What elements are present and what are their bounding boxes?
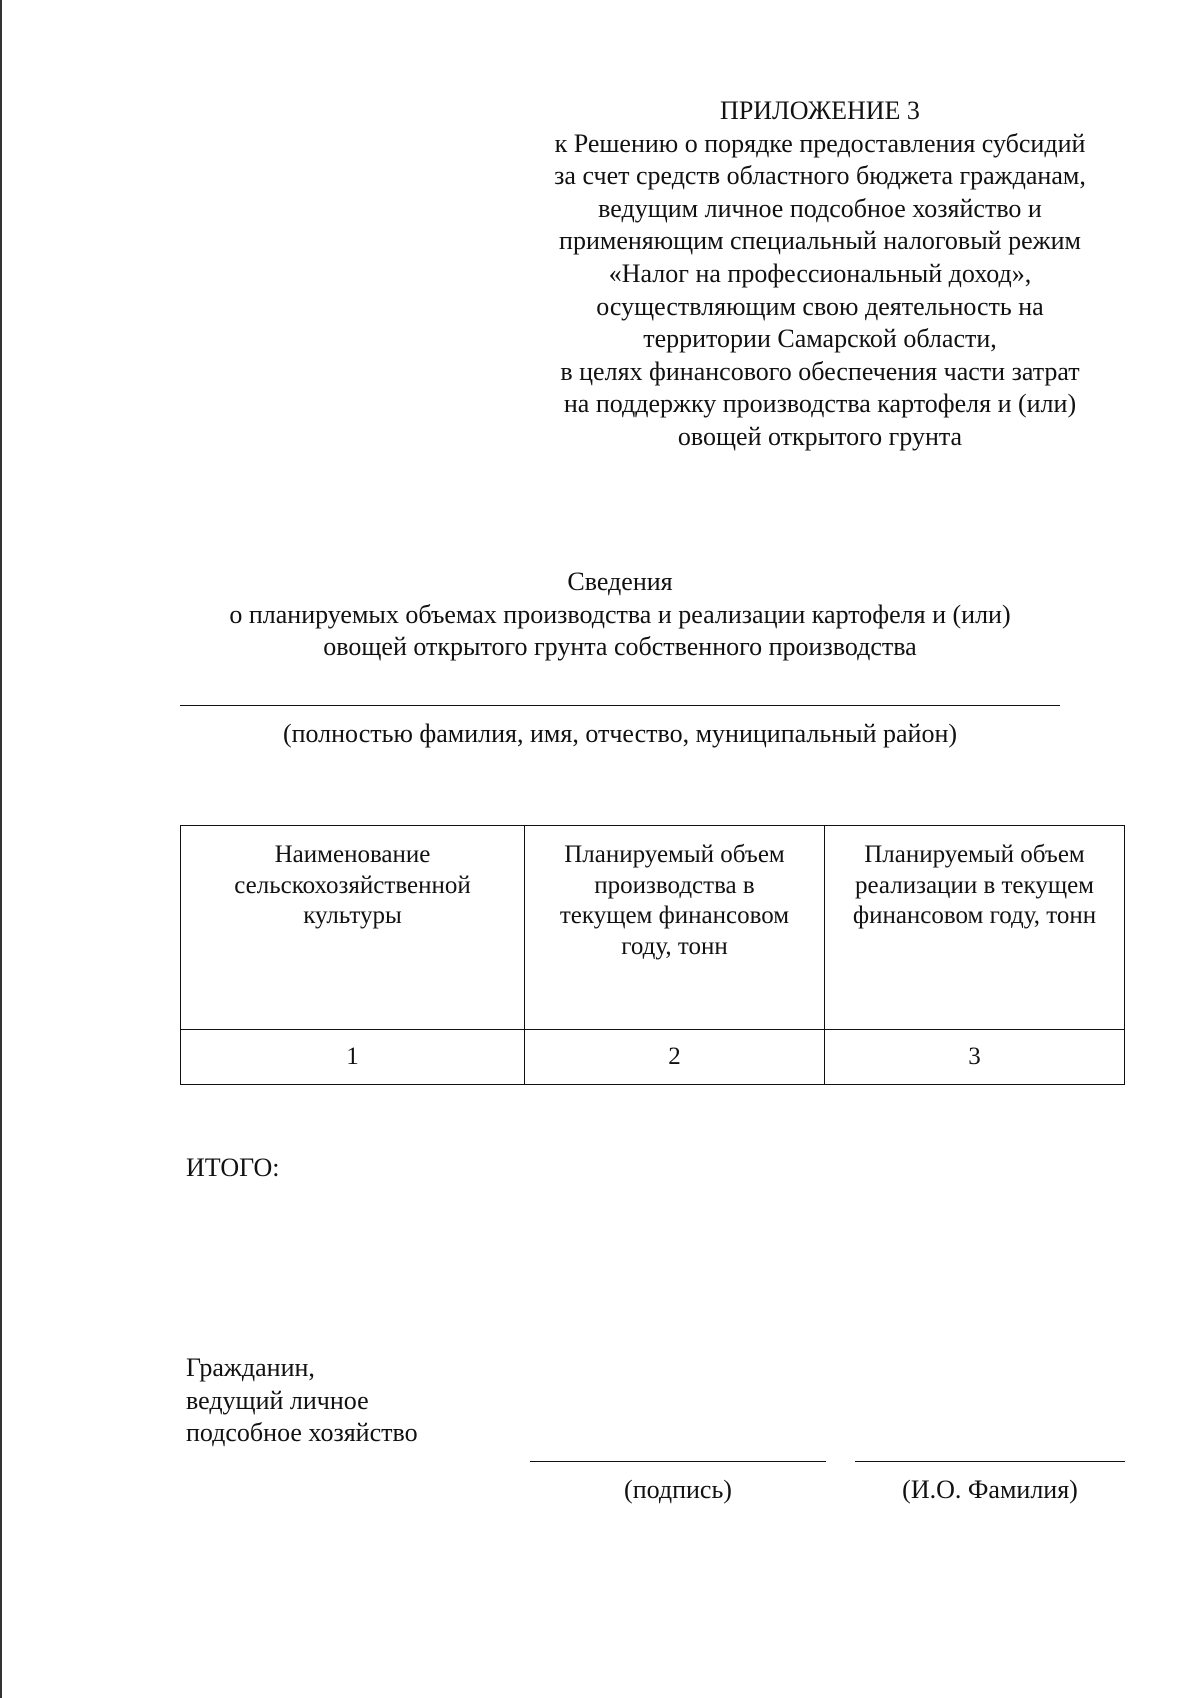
header-planned-production [525,826,825,1030]
table-header-row [181,826,1125,1030]
title-line: о планируемых объемах производства и реализации картофеля и (или) [229,599,1011,629]
header-planned-sales [825,826,1125,1030]
citizen-label [186,1352,418,1450]
header-text: текущем финансовом [559,902,790,929]
appendix-line: овощей открытого грунта [677,421,963,451]
total-label: ИТОГО: [186,1153,280,1182]
appendix-line: применяющим специальный налоговый режим [559,226,1081,256]
table-column-numbers-row [181,1030,1125,1085]
document-title [160,566,1080,664]
column-number: 2 [525,1030,825,1085]
citizen-line: подсобное хозяйство [186,1418,418,1447]
title-line: овощей открытого грунта собственного производства [323,632,917,661]
citizen-line: ведущий личное [186,1385,369,1415]
appendix-line: к Решению о порядке предоставления субсидий [554,128,1086,158]
column-number: 3 [825,1030,1125,1085]
column-number: 1 [181,1030,525,1085]
header-text: финансовом году, тонн [852,902,1097,929]
appendix-header [520,95,1120,454]
header-text: реализации в текущем [855,871,1094,899]
planned-volumes-table [180,825,1125,1085]
signature-fill-line[interactable] [530,1461,826,1462]
citizen-line: Гражданин, [186,1353,315,1382]
full-name-fill-line[interactable] [855,1461,1125,1462]
header-text: году, тонн [621,932,728,960]
appendix-line: осуществляющим свою деятельность на [596,291,1044,321]
signature-caption: (подпись) [624,1475,732,1504]
appendix-title: ПРИЛОЖЕНИЕ 3 [720,96,920,125]
header-text: Наименование [274,841,431,868]
header-crop-name [181,826,525,1030]
appendix-line: «Налог на профессиональный доход», [608,258,1032,288]
title-heading: Сведения [567,567,673,596]
header-text: культуры [303,902,402,929]
page-edge [0,0,2,1698]
appendix-line: ведущим личное подсобное хозяйство и [598,193,1042,223]
name-fill-caption: (полностью фамилия, имя, отчество, муниципальный район) [282,719,958,748]
name-fill-line[interactable] [180,705,1060,706]
header-text: Планируемый объем [564,841,785,868]
header-text: Планируемый объем [864,841,1085,868]
full-name-caption: (И.О. Фамилия) [902,1475,1078,1504]
header-text: производства в [594,871,755,899]
header-text: сельскохозяйственной [234,871,471,899]
appendix-line: за счет средств областного бюджета гражданам, [554,161,1086,191]
appendix-line: территории Самарской области, [643,324,997,354]
appendix-line: в целях финансового обеспечения части затрат [560,356,1080,386]
appendix-line: на поддержку производства картофеля и (или) [563,389,1077,419]
